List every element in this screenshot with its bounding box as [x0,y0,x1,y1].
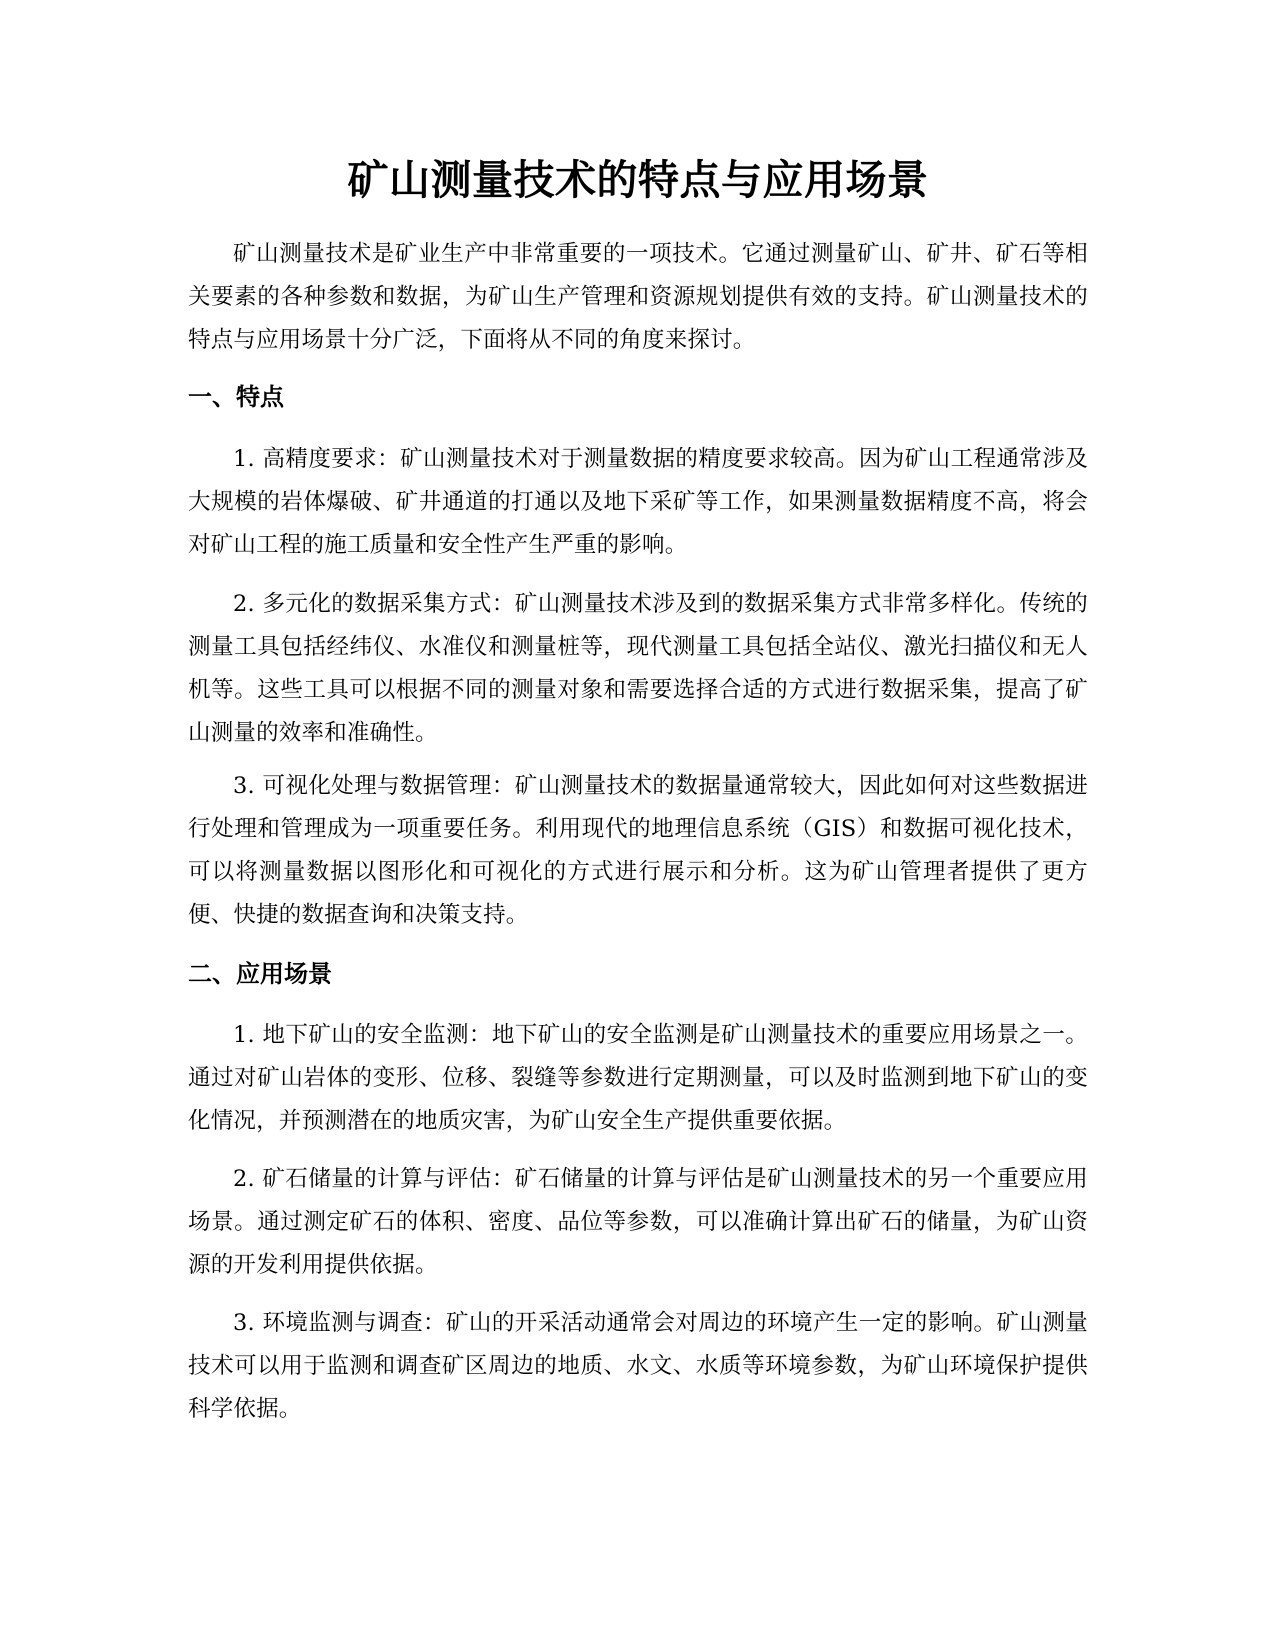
section-heading-features: 一、特点 [188,383,284,411]
feature-item-2: 2. 多元化的数据采集方式：矿山测量技术涉及到的数据采集方式非常多样化。传统的测量工具包括经纬仪、水准仪和测量桩等，现代测量工具包括全站仪、激光扫描仪和无人机等。这些工具可以根据不同的测量对象和需要选择合适的方式进行数据采集，提高了矿山测量的效率和准确性。 [188,591,1088,746]
section-heading-applications: 二、应用场景 [188,960,332,988]
application-item-1: 1. 地下矿山的安全监测：地下矿山的安全监测是矿山测量技术的重要应用场景之一。通过对矿山岩体的变形、位移、裂缝等参数进行定期测量，可以及时监测到地下矿山的变化情况，并预测潜在的地质灾害，为矿山安全生产提供重要依据。 [188,1022,1088,1134]
application-item-2: 2. 矿石储量的计算与评估：矿石储量的计算与评估是矿山测量技术的另一个重要应用场景。通过测定矿石的体积、密度、品位等参数，可以准确计算出矿石的储量，为矿山资源的开发利用提供依据。 [188,1166,1088,1278]
document-title: 矿山测量技术的特点与应用场景 [347,156,929,204]
feature-item-1: 1. 高精度要求：矿山测量技术对于测量数据的精度要求较高。因为矿山工程通常涉及大规模的岩体爆破、矿井通道的打通以及地下采矿等工作，如果测量数据精度不高，将会对矿山工程的施工质量和安全性产生严重的影响。 [188,446,1088,558]
intro-paragraph: 矿山测量技术是矿业生产中非常重要的一项技术。它通过测量矿山、矿井、矿石等相关要素的各种参数和数据，为矿山生产管理和资源规划提供有效的支持。矿山测量技术的特点与应用场景十分广泛，下面将从不同的角度来探讨。 [188,241,1088,353]
application-item-3: 3. 环境监测与调查：矿山的开采活动通常会对周边的环境产生一定的影响。矿山测量技术可以用于监测和调查矿区周边的地质、水文、水质等环境参数，为矿山环境保护提供科学依据。 [188,1310,1088,1422]
feature-item-3: 3. 可视化处理与数据管理：矿山测量技术的数据量通常较大，因此如何对这些数据进行处理和管理成为一项重要任务。利用现代的地理信息系统（GIS）和数据可视化技术，可以将测量数据以图形化和可视化的方式进行展示和分析。这为矿山管理者提供了更方便、快捷的数据查询和决策支持。 [188,773,1088,928]
